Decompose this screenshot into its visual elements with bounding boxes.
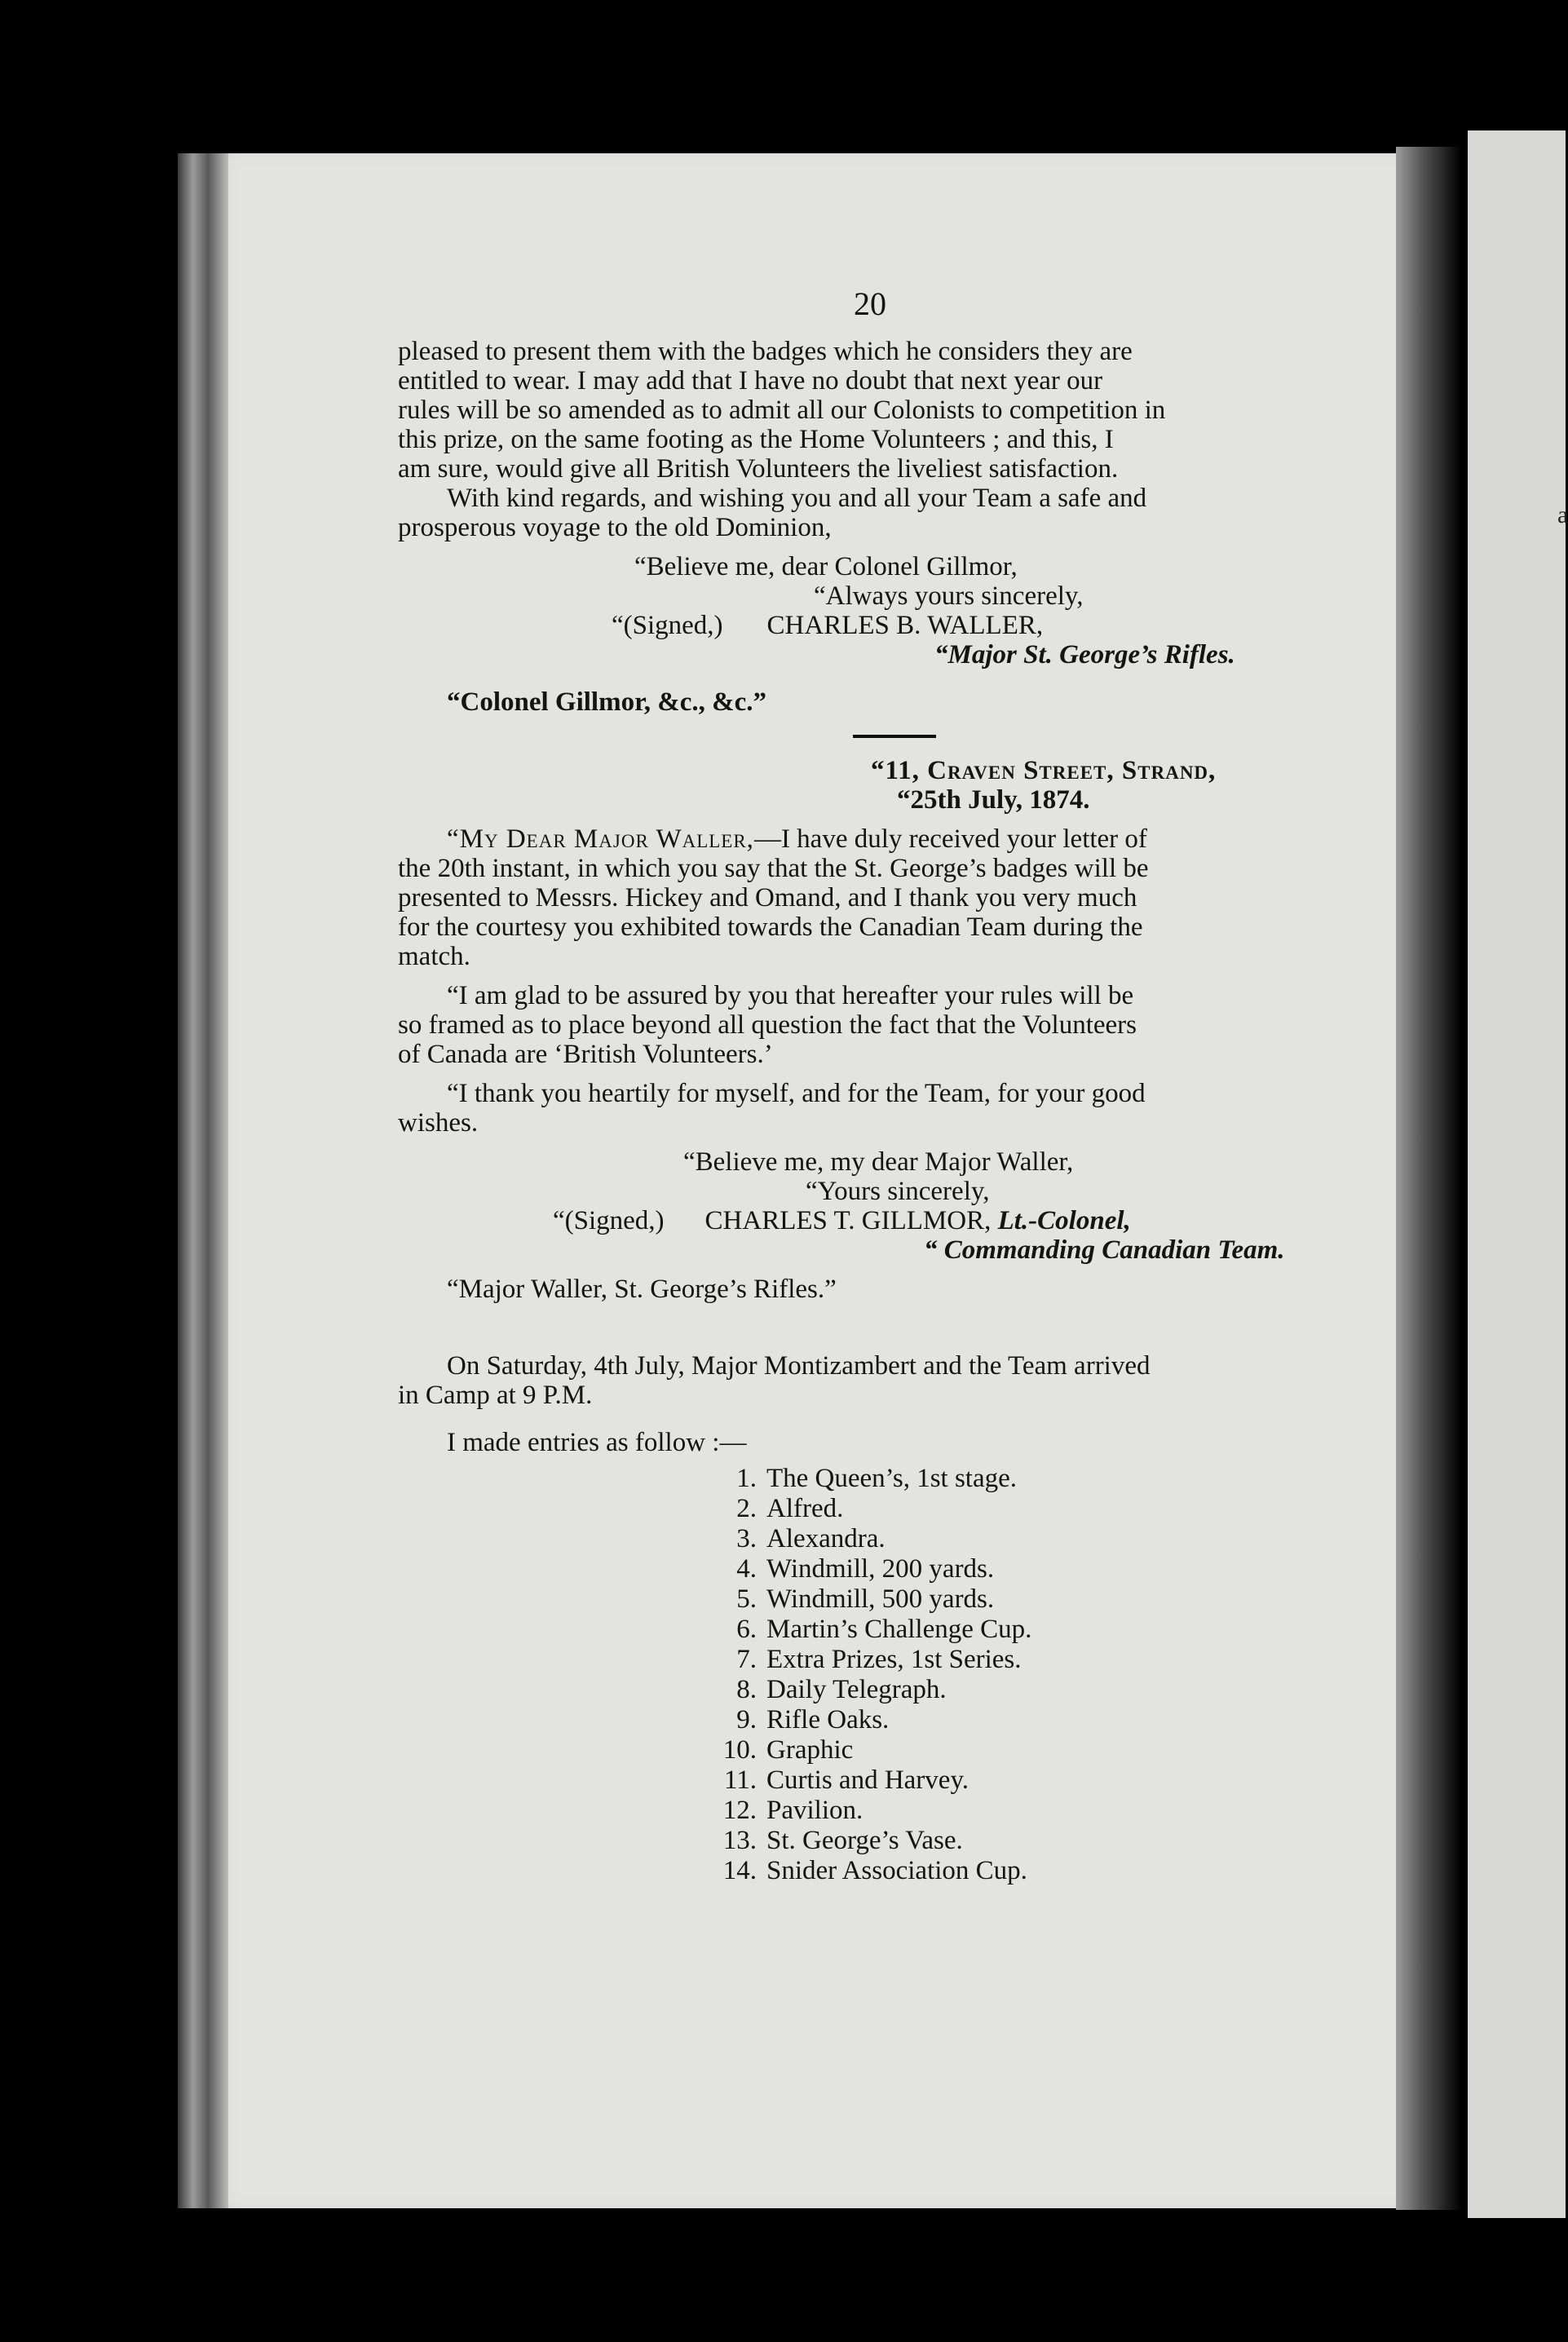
signer-name: CHARLES T. GILLMOR, — [704, 1206, 992, 1235]
text-line: for the courtesy you exhibited towards the Canadian Team during the — [398, 912, 1143, 942]
list-item: 4. Windmill, 200 yards. — [736, 1554, 995, 1584]
text-line: this prize, on the same footing as the Home Volunteers ; and this, I — [398, 425, 1114, 454]
list-item: 14. Snider Association Cup. — [722, 1856, 1027, 1885]
signed-label: “(Signed,) — [553, 1206, 665, 1235]
letter2-date: “25th July, 1874. — [897, 785, 1090, 815]
text-line: am sure, would give all British Volunteers the liveliest satisfaction. — [398, 454, 1119, 484]
text-line: entitled to wear. I may add that I have no doubt that next year our — [398, 366, 1103, 395]
page-text — [398, 285, 1358, 1886]
list-item: 5. Windmill, 500 yards. — [736, 1584, 995, 1614]
text-line: On Saturday, 4th July, Major Montizambert and the Team arrived — [447, 1351, 1151, 1381]
text-line: With kind regards, and wishing you and all your Team a safe and — [447, 484, 1147, 513]
text-line: pleased to present them with the badges which he considers they are — [398, 337, 1133, 366]
letter2-yours: “Yours sincerely, — [806, 1177, 990, 1206]
letter1-addressee: “Colonel Gillmor, &c., &c.” — [447, 687, 766, 717]
text-line: “I am glad to be assured by you that hereafter your rules will be — [447, 981, 1134, 1010]
list-item: 10. Graphic — [722, 1735, 854, 1765]
letter1-signature — [398, 611, 1358, 640]
text-line: wishes. — [398, 1108, 479, 1138]
list-item: 7. Extra Prizes, 1st Series. — [736, 1645, 1022, 1674]
letter2-p1-first — [398, 824, 1358, 854]
letter1-believe: “Believe me, dear Colonel Gillmor, — [634, 552, 1018, 581]
letter2-address: “11, Craven Street, Strand, — [871, 756, 1217, 785]
letter1-closing — [398, 484, 1358, 542]
text-line: “I thank you heartily for myself, and for the Team, for your good — [447, 1079, 1146, 1108]
page-number: 20 — [854, 285, 886, 322]
letter1-signer-title: “Major St. George’s Rifles. — [934, 640, 1235, 669]
text-line: presented to Messrs. Hickey and Omand, and I thank you very much — [398, 883, 1137, 912]
text-line: the 20th instant, in which you say that the St. George’s badges will be — [398, 854, 1149, 883]
list-item: 9. Rifle Oaks. — [736, 1705, 890, 1734]
section-divider — [853, 735, 936, 738]
salutation: “My Dear Major Waller, — [447, 824, 754, 854]
entries-intro: I made entries as follow :— — [447, 1428, 747, 1457]
list-item: 3. Alexandra. — [736, 1524, 886, 1553]
list-item: 11. Curtis and Harvey. — [723, 1765, 970, 1795]
list-item: 13. St. George’s Vase. — [722, 1826, 963, 1855]
signed-label: “(Signed,) — [612, 611, 723, 640]
list-item: 6. Martin’s Challenge Cup. — [736, 1615, 1032, 1644]
text-line: —I have duly received your letter of — [753, 824, 1147, 854]
letter2-believe: “Believe me, my dear Major Waller, — [683, 1147, 1074, 1177]
letter1-yours: “Always yours sincerely, — [814, 581, 1084, 611]
text-line: match. — [398, 942, 470, 971]
signer-name: CHARLES B. WALLER, — [766, 611, 1044, 640]
letter2-signer-title: “ Commanding Canadian Team. — [924, 1235, 1285, 1265]
text-line: of Canada are ‘British Volunteers.’ — [398, 1040, 773, 1069]
text-line: so framed as to place beyond all question the fact that the Volunteers — [398, 1010, 1137, 1040]
letter2-signature — [398, 1206, 1358, 1235]
list-item: 8. Daily Telegraph. — [736, 1675, 947, 1704]
book-spine — [178, 153, 228, 2208]
letter1-body — [398, 337, 1358, 484]
page-edge-shadow — [1396, 147, 1461, 2210]
list-item: 12. Pavilion. — [722, 1796, 864, 1825]
text-line: rules will be so amended as to admit all our Colonists to competition in — [398, 395, 1166, 425]
signer-rank: Lt.-Colonel, — [997, 1206, 1131, 1235]
text-line: in Camp at 9 P.M. — [398, 1381, 593, 1410]
text-line: prosperous voyage to the old Dominion, — [398, 513, 832, 542]
list-item: 2. Alfred. — [736, 1494, 844, 1523]
list-item: 1. The Queen’s, 1st stage. — [736, 1464, 1018, 1493]
letter2-addressee: “Major Waller, St. George’s Rifles.” — [447, 1275, 837, 1304]
entries-list — [703, 1464, 1358, 1886]
adjacent-page-fragment: a — [1557, 502, 1568, 528]
adjacent-page — [1468, 130, 1566, 2218]
